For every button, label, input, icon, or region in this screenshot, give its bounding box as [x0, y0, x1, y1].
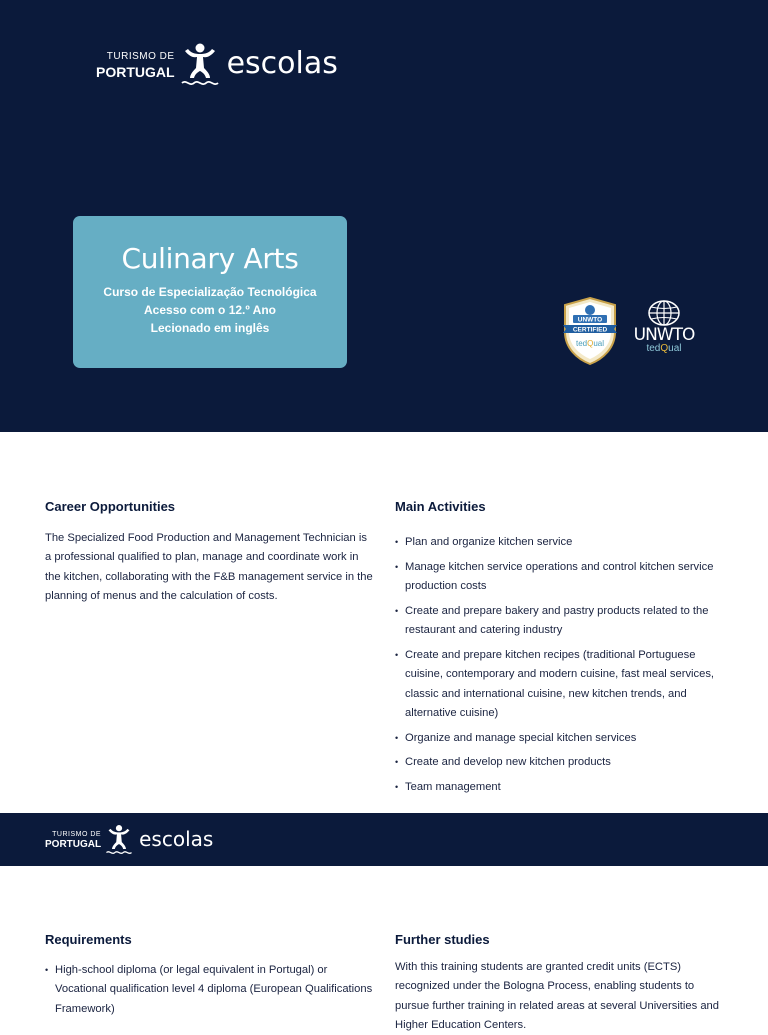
badge1-unwto-text: UNWTO — [577, 316, 603, 324]
main-activities-list — [395, 533, 720, 803]
list-item: • Create and prepare bakery and pastry products related to the restaurant and catering industry — [395, 602, 720, 641]
list-item: • Organize and manage special kitchen services — [395, 729, 720, 748]
badge1-certified-text: CERTIFIED — [572, 326, 608, 334]
requirements-heading: Requirements — [45, 932, 132, 947]
list-item: • High-school diploma (or legal equivalent in Portugal) or Vocational qualification level 4 diploma (European Qualifications Framework) — [45, 961, 375, 1019]
badge1-ual-text: ual — [593, 339, 605, 348]
globe-icon — [647, 300, 681, 326]
badge2-q-text: Q — [660, 343, 669, 354]
logo-line1: TURISMO DE — [106, 50, 175, 62]
band-logo-escolas-word: escolas — [139, 826, 214, 851]
course-subtitle-line1: Curso de Especialização Tecnológica — [103, 285, 317, 299]
list-item: • Manage kitchen service operations and control kitchen service production costs — [395, 558, 720, 597]
career-opportunities-text: The Specialized Food Production and Management Technician is a professional qualified to plan, manage and coordinate work in the kitchen, collaborating with the F&B management service in the planning of menus and the calculation of costs. — [45, 532, 373, 602]
hero-banner — [0, 0, 768, 432]
badge2-ual-text: ual — [668, 343, 682, 354]
unwto-certified-badge-icon — [561, 296, 619, 366]
logo-line2: PORTUGAL — [96, 63, 175, 80]
logo-escolas-word: escolas — [226, 45, 338, 81]
list-item: • Create and prepare kitchen recipes (traditional Portuguese cuisine, contemporary and modern cuisine, fast meal services, classic and international cuisine, new kitchen trends, and alternative cuisine) — [395, 646, 720, 723]
logo-wordmark — [96, 52, 175, 79]
footer-band — [0, 813, 768, 866]
course-subtitle-line2: Acesso com o 12.º Ano — [144, 303, 276, 317]
band-turismo-figure-icon — [104, 824, 134, 856]
unwto-tedqual-logo — [632, 300, 696, 362]
badge1-q-text: Q — [587, 339, 594, 348]
list-item: • Plan and organize kitchen service — [395, 533, 720, 552]
course-title: Culinary Arts — [121, 242, 299, 275]
list-item: • Create and develop new kitchen products — [395, 753, 720, 772]
band-logo-line2: PORTUGAL — [45, 838, 102, 850]
band-logo-wordmark — [45, 831, 101, 850]
career-opportunities-heading: Career Opportunities — [45, 499, 176, 514]
svg-text:tedQual — [576, 339, 604, 348]
further-studies-text: With this training students are granted credit units (ECTS) recognized under the Bologna Process, enabling students to pursue further training in related areas at several Universities and Higher Education Centers. — [395, 961, 719, 1031]
turismo-portugal-escolas-logo[interactable] — [96, 42, 338, 88]
tedqual-wordmark — [632, 344, 696, 354]
course-subtitle — [73, 283, 347, 337]
badge2-ted-text: ted — [646, 343, 661, 354]
requirements-list — [45, 961, 375, 1024]
badge1-ted-text: ted — [575, 339, 588, 348]
turismo-figure-icon — [179, 42, 221, 88]
list-item: • Team management — [395, 778, 720, 797]
course-subtitle-line3: Lecionado em inglês — [150, 321, 270, 335]
band-turismo-portugal-escolas-logo[interactable] — [45, 824, 213, 856]
band-logo-line1: TURISMO DE — [52, 830, 102, 838]
main-activities-heading: Main Activities — [395, 499, 486, 514]
course-title-card — [73, 216, 347, 368]
further-studies-heading: Further studies — [395, 932, 490, 947]
unwto-wordmark: UNWTO — [633, 325, 695, 345]
